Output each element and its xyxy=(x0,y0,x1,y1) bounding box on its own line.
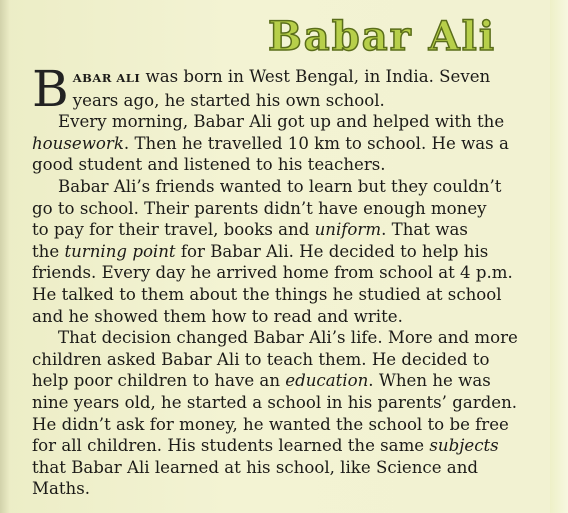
small-caps-name: ABAR ALI xyxy=(72,71,141,85)
text-line: that Babar Ali learned at his school, like Science and xyxy=(32,457,479,477)
text-line: go to school. Their parents didn’t have enough money xyxy=(32,198,487,218)
text-line: nine years old, he started a school in his parents’ garden. xyxy=(32,392,518,412)
text-line: That decision changed Babar Ali’s life. More and more xyxy=(58,328,518,348)
text-line: children asked Babar Ali to teach them. He decided to xyxy=(32,349,490,369)
drop-cap: B xyxy=(32,60,69,118)
page-title: Babar Ali xyxy=(268,13,497,60)
article-body xyxy=(32,60,548,500)
text-line: Every morning, Babar Ali got up and helped with the xyxy=(58,112,505,132)
text-line: for all children. His students learned the same subjects xyxy=(32,436,499,456)
text-line: good student and listened to his teachers. xyxy=(32,155,386,175)
text-line: He talked to them about the things he studied at school xyxy=(32,284,502,304)
text-line: friends. Every day he arrived home from school at 4 p.m. xyxy=(32,263,513,283)
text-line: to pay for their travel, books and uniform. That was xyxy=(32,220,468,240)
paragraph-3 xyxy=(32,176,548,327)
page-gutter-shadow xyxy=(0,0,10,513)
text-line: Babar Ali’s friends wanted to learn but they couldn’t xyxy=(58,176,502,196)
text-line: housework. Then he travelled 10 km to school. He was a xyxy=(32,133,509,153)
text-line: Maths. xyxy=(32,479,91,499)
text-line: and he showed them how to read and write. xyxy=(32,306,403,326)
text-line: He didn’t ask for money, he wanted the school to be free xyxy=(32,414,509,434)
text-line: the turning point for Babar Ali. He decided to help his xyxy=(32,241,489,261)
text-line: ABAR ALI was born in West Bengal, in India. Seven xyxy=(72,67,491,86)
page-edge-strip xyxy=(550,0,568,513)
paragraph-4 xyxy=(32,327,548,500)
text-line: years ago, he started his own school. xyxy=(72,90,385,110)
text-line: help poor children to have an education. When he was xyxy=(32,371,491,391)
paragraph-2 xyxy=(32,111,548,176)
paragraph-1 xyxy=(32,60,548,118)
